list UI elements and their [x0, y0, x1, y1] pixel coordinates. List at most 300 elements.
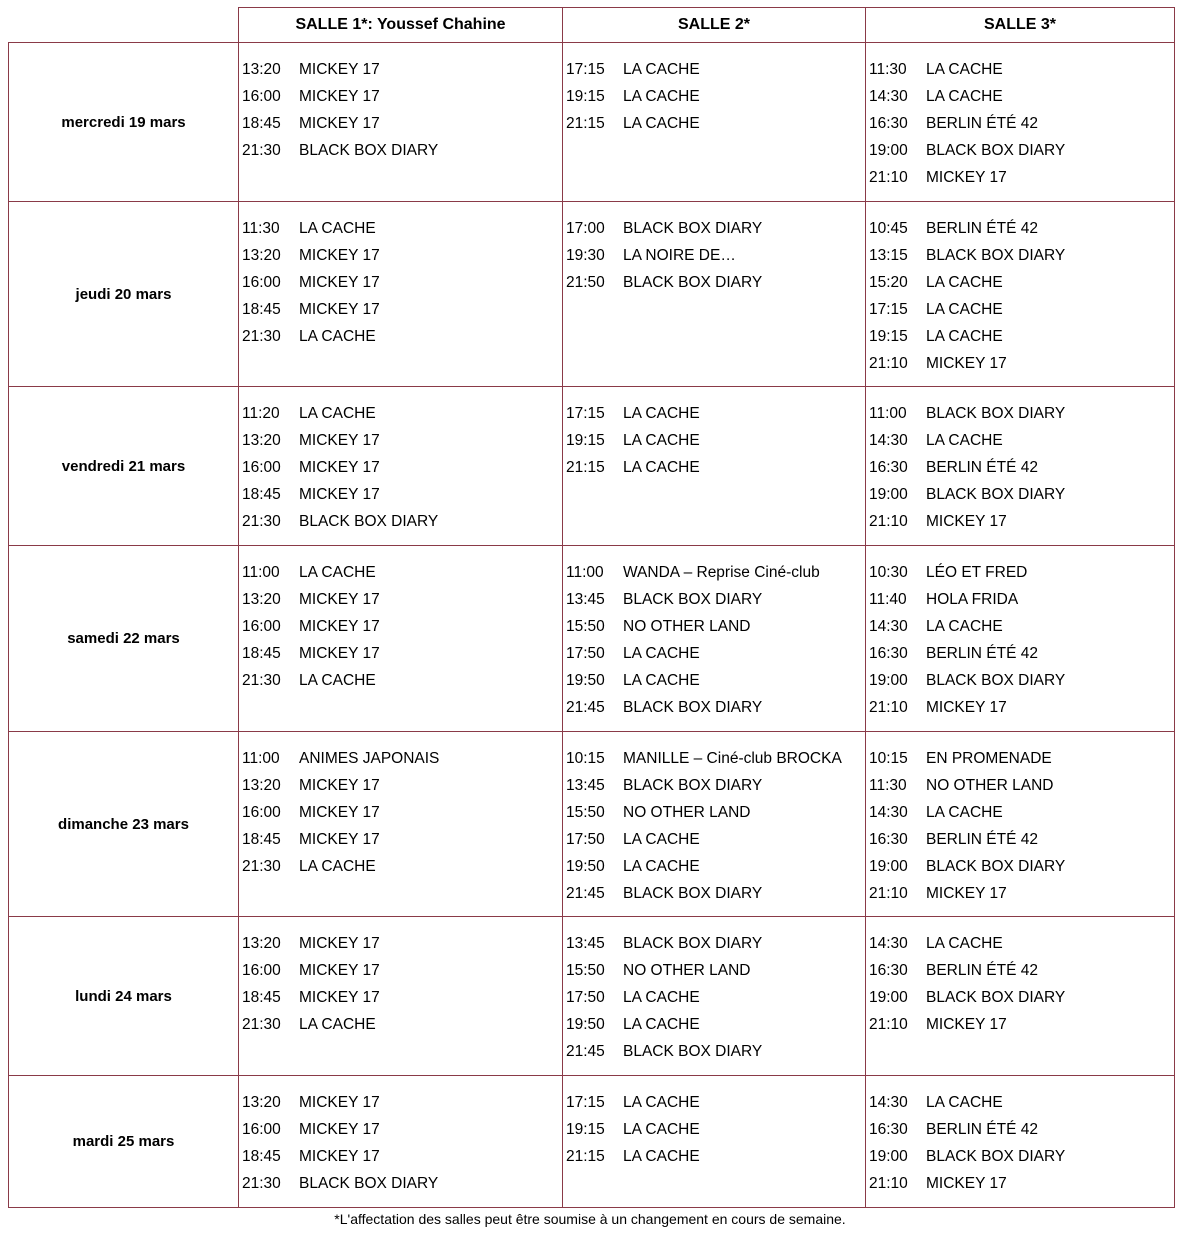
film-title: BERLIN ÉTÉ 42: [926, 459, 1038, 476]
film-title: BLACK BOX DIARY: [926, 405, 1066, 422]
showtime-time: 17:50: [566, 989, 605, 1006]
showtime-time: 16:30: [869, 115, 908, 132]
film-title: MICKEY 17: [299, 61, 380, 78]
showtime-time: 19:50: [566, 672, 605, 689]
showtime-entry: [239, 1116, 562, 1143]
showtime-time: 19:00: [869, 142, 908, 159]
showtime-time: 19:00: [869, 858, 908, 875]
film-title: LÉO ET FRED: [926, 564, 1028, 581]
showtime-time: 19:15: [566, 88, 605, 105]
film-title: BLACK BOX DIARY: [623, 777, 763, 794]
showtime-entry: [866, 559, 1174, 586]
showtime-entry: [866, 694, 1174, 721]
film-title: LA CACHE: [299, 405, 376, 422]
showtime-entry: [866, 586, 1174, 613]
showtime-entry: [239, 481, 562, 508]
showtime-entry: [866, 745, 1174, 772]
showtime-entry: [563, 400, 865, 427]
showtime-entry: [239, 1170, 562, 1197]
film-title: MICKEY 17: [299, 486, 380, 503]
showtime-time: 10:45: [869, 220, 908, 237]
showtime-entry: [866, 1116, 1174, 1143]
film-title: BLACK BOX DIARY: [623, 885, 763, 902]
room-cell-salle-2: [563, 387, 866, 546]
showtime-entry: [563, 559, 865, 586]
showtime-entry: [866, 853, 1174, 880]
film-title: BERLIN ÉTÉ 42: [926, 831, 1038, 848]
showtime-entry: [866, 1011, 1174, 1038]
film-title: MICKEY 17: [299, 1094, 380, 1111]
showtime-entry: [866, 799, 1174, 826]
showtime-time: 16:00: [242, 962, 281, 979]
showtime-entry: [866, 984, 1174, 1011]
film-title: LA CACHE: [926, 432, 1003, 449]
film-title: MICKEY 17: [299, 645, 380, 662]
showtime-time: 17:15: [869, 301, 908, 318]
film-title: BERLIN ÉTÉ 42: [926, 645, 1038, 662]
showtime-entry: [239, 826, 562, 853]
room-cell-salle-2: [563, 732, 866, 917]
showtime-entry: [239, 215, 562, 242]
film-title: NO OTHER LAND: [623, 804, 751, 821]
showtime-entry: [866, 1143, 1174, 1170]
showtime-entry: [239, 1089, 562, 1116]
room-cell-salle-1: [239, 917, 563, 1076]
film-title: MICKEY 17: [299, 247, 380, 264]
day-label: mercredi 19 mars: [9, 43, 239, 202]
showtime-entry: [866, 667, 1174, 694]
film-title: LA CACHE: [926, 328, 1003, 345]
film-title: WANDA – Reprise Ciné-club: [623, 564, 820, 581]
film-title: MICKEY 17: [926, 513, 1007, 530]
showtime-time: 21:10: [869, 885, 908, 902]
showtime-entry: [866, 350, 1174, 377]
showtime-time: 18:45: [242, 486, 281, 503]
showtime-entry: [563, 269, 865, 296]
day-label: lundi 24 mars: [9, 917, 239, 1076]
showtime-entry: [866, 400, 1174, 427]
showtime-entry: [563, 667, 865, 694]
showtime-entry: [239, 984, 562, 1011]
showtime-time: 13:20: [242, 247, 281, 264]
showtime-time: 16:00: [242, 88, 281, 105]
showtime-time: 16:30: [869, 1121, 908, 1138]
showtime-time: 21:10: [869, 513, 908, 530]
room-cell-salle-1: [239, 387, 563, 546]
showtime-entry: [563, 826, 865, 853]
showtime-time: 14:30: [869, 618, 908, 635]
film-title: BLACK BOX DIARY: [926, 858, 1066, 875]
showtime-entry: [563, 427, 865, 454]
day-row: [9, 387, 1175, 546]
film-title: BLACK BOX DIARY: [623, 1043, 763, 1060]
film-title: MICKEY 17: [926, 699, 1007, 716]
showtime-entry: [866, 323, 1174, 350]
film-title: MICKEY 17: [299, 459, 380, 476]
showtime-entry: [563, 454, 865, 481]
showtime-entry: [239, 559, 562, 586]
header-salle-1: SALLE 1*: Youssef Chahine: [239, 8, 563, 43]
showtime-entry: [239, 799, 562, 826]
room-cell-salle-3: [866, 732, 1175, 917]
showtime-time: 16:30: [869, 962, 908, 979]
showtime-time: 16:00: [242, 274, 281, 291]
film-title: LA CACHE: [623, 858, 700, 875]
film-title: MICKEY 17: [299, 962, 380, 979]
showtime-time: 17:50: [566, 645, 605, 662]
day-row: [9, 732, 1175, 917]
film-title: MICKEY 17: [926, 885, 1007, 902]
showtime-entry: [239, 640, 562, 667]
room-cell-salle-2: [563, 202, 866, 387]
film-title: MICKEY 17: [299, 777, 380, 794]
film-title: NO OTHER LAND: [623, 618, 751, 635]
showtime-time: 11:00: [242, 564, 280, 581]
film-title: LA CACHE: [623, 115, 700, 132]
showtime-time: 18:45: [242, 115, 281, 132]
film-title: BLACK BOX DIARY: [926, 142, 1066, 159]
showtime-entry: [866, 481, 1174, 508]
header-row: [9, 8, 1175, 43]
showtime-entry: [563, 745, 865, 772]
showtime-time: 16:30: [869, 645, 908, 662]
film-title: LA CACHE: [299, 1016, 376, 1033]
showtime-time: 11:00: [869, 405, 907, 422]
film-title: MICKEY 17: [926, 355, 1007, 372]
showtime-time: 19:30: [566, 247, 605, 264]
showtime-time: 17:50: [566, 831, 605, 848]
showtime-time: 21:10: [869, 1175, 908, 1192]
showtime-time: 21:10: [869, 169, 908, 186]
showtime-entry: [239, 508, 562, 535]
showtime-time: 18:45: [242, 989, 281, 1006]
showtime-entry: [563, 694, 865, 721]
film-title: LA CACHE: [623, 672, 700, 689]
header-salle-3: SALLE 3*: [866, 8, 1175, 43]
showtime-time: 18:45: [242, 831, 281, 848]
showtime-entry: [866, 83, 1174, 110]
showtime-time: 18:45: [242, 301, 281, 318]
film-title: MICKEY 17: [299, 989, 380, 1006]
showtime-time: 21:30: [242, 1016, 281, 1033]
showtime-time: 11:30: [869, 777, 907, 794]
showtime-time: 14:30: [869, 88, 908, 105]
showtime-entry: [866, 1170, 1174, 1197]
showtime-time: 21:30: [242, 513, 281, 530]
showtime-time: 21:50: [566, 274, 605, 291]
day-row: [9, 546, 1175, 732]
showtime-time: 15:50: [566, 962, 605, 979]
film-title: BERLIN ÉTÉ 42: [926, 220, 1038, 237]
showtime-time: 13:20: [242, 432, 281, 449]
showtime-time: 21:30: [242, 328, 281, 345]
showtime-entry: [563, 1143, 865, 1170]
showtime-entry: [866, 1089, 1174, 1116]
film-title: LA CACHE: [623, 831, 700, 848]
showtime-entry: [563, 853, 865, 880]
showtime-time: 16:00: [242, 459, 281, 476]
showtime-entry: [866, 930, 1174, 957]
film-title: HOLA FRIDA: [926, 591, 1019, 608]
film-title: EN PROMENADE: [926, 750, 1052, 767]
day-label: dimanche 23 mars: [9, 732, 239, 917]
showtime-entry: [563, 930, 865, 957]
footnote: *L'affectation des salles peut être soumise à un changement en cours de semaine.: [334, 1211, 846, 1227]
showtime-entry: [563, 957, 865, 984]
film-title: LA CACHE: [623, 989, 700, 1006]
day-label: vendredi 21 mars: [9, 387, 239, 546]
showtime-time: 19:00: [869, 486, 908, 503]
showtime-entry: [866, 269, 1174, 296]
showtime-time: 19:15: [566, 1121, 605, 1138]
showtime-entry: [239, 930, 562, 957]
room-cell-salle-3: [866, 43, 1175, 202]
room-cell-salle-1: [239, 732, 563, 917]
showtime-time: 11:40: [869, 591, 907, 608]
showtime-time: 21:45: [566, 699, 605, 716]
room-cell-salle-3: [866, 202, 1175, 387]
film-title: MICKEY 17: [299, 804, 380, 821]
film-title: LA CACHE: [299, 220, 376, 237]
day-label: mardi 25 mars: [9, 1076, 239, 1208]
film-title: NO OTHER LAND: [623, 962, 751, 979]
showtime-time: 21:10: [869, 355, 908, 372]
showtime-entry: [563, 1038, 865, 1065]
film-title: LA CACHE: [623, 1148, 700, 1165]
showtime-entry: [239, 772, 562, 799]
day-row: [9, 917, 1175, 1076]
film-title: BLACK BOX DIARY: [299, 142, 439, 159]
showtime-time: 14:30: [869, 1094, 908, 1111]
showtime-entry: [239, 56, 562, 83]
film-title: LA CACHE: [926, 618, 1003, 635]
film-title: LA CACHE: [299, 858, 376, 875]
showtime-entry: [563, 215, 865, 242]
showtime-entry: [866, 296, 1174, 323]
film-title: LA CACHE: [623, 88, 700, 105]
showtime-entry: [563, 242, 865, 269]
showtime-time: 11:30: [242, 220, 280, 237]
showtime-time: 11:00: [242, 750, 280, 767]
film-title: MICKEY 17: [299, 274, 380, 291]
showtime-time: 10:30: [869, 564, 908, 581]
showtime-entry: [239, 110, 562, 137]
showtime-entry: [866, 242, 1174, 269]
film-title: MICKEY 17: [299, 1148, 380, 1165]
showtime-entry: [239, 269, 562, 296]
film-title: LA CACHE: [623, 432, 700, 449]
showtime-time: 13:20: [242, 591, 281, 608]
showtime-time: 21:15: [566, 115, 605, 132]
showtime-entry: [866, 110, 1174, 137]
film-title: BLACK BOX DIARY: [299, 1175, 439, 1192]
showtime-time: 13:45: [566, 935, 605, 952]
showtime-entry: [239, 853, 562, 880]
showtime-entry: [563, 880, 865, 907]
film-title: BLACK BOX DIARY: [623, 699, 763, 716]
room-cell-salle-2: [563, 43, 866, 202]
film-title: MANILLE – Ciné-club BROCKA: [623, 750, 842, 767]
showtime-time: 19:00: [869, 1148, 908, 1165]
showtime-entry: [866, 56, 1174, 83]
film-title: MICKEY 17: [926, 1016, 1007, 1033]
showtime-time: 15:50: [566, 618, 605, 635]
showtime-time: 21:30: [242, 142, 281, 159]
showtime-time: 14:30: [869, 804, 908, 821]
showtime-time: 15:20: [869, 274, 908, 291]
showtime-entry: [563, 56, 865, 83]
film-title: LA CACHE: [926, 935, 1003, 952]
showtime-time: 21:10: [869, 699, 908, 716]
showtime-time: 13:20: [242, 935, 281, 952]
showtime-time: 19:50: [566, 1016, 605, 1033]
showtime-entry: [239, 400, 562, 427]
film-title: MICKEY 17: [299, 831, 380, 848]
showtime-entry: [563, 613, 865, 640]
showtime-entry: [866, 772, 1174, 799]
showtime-time: 13:20: [242, 1094, 281, 1111]
showtime-entry: [866, 454, 1174, 481]
film-title: BLACK BOX DIARY: [623, 220, 763, 237]
showtime-time: 17:15: [566, 1094, 605, 1111]
showtime-time: 11:00: [566, 564, 604, 581]
film-title: MICKEY 17: [299, 115, 380, 132]
day-label: samedi 22 mars: [9, 546, 239, 732]
film-title: LA CACHE: [926, 274, 1003, 291]
showtime-entry: [239, 1011, 562, 1038]
room-cell-salle-1: [239, 546, 563, 732]
showtime-time: 16:00: [242, 804, 281, 821]
film-title: MICKEY 17: [299, 432, 380, 449]
showtime-time: 16:30: [869, 831, 908, 848]
film-title: LA CACHE: [623, 405, 700, 422]
film-title: BERLIN ÉTÉ 42: [926, 1121, 1038, 1138]
film-title: LA CACHE: [926, 1094, 1003, 1111]
showtime-entry: [563, 1116, 865, 1143]
film-title: LA CACHE: [926, 61, 1003, 78]
film-title: LA NOIRE DE…: [623, 247, 736, 264]
showtime-entry: [866, 215, 1174, 242]
showtime-time: 14:30: [869, 935, 908, 952]
film-title: LA CACHE: [623, 645, 700, 662]
showtime-time: 21:45: [566, 1043, 605, 1060]
showtime-time: 17:15: [566, 405, 605, 422]
room-cell-salle-1: [239, 202, 563, 387]
film-title: BLACK BOX DIARY: [926, 1148, 1066, 1165]
film-title: BLACK BOX DIARY: [299, 513, 439, 530]
showtime-time: 21:30: [242, 672, 281, 689]
film-title: MICKEY 17: [299, 935, 380, 952]
film-title: LA CACHE: [926, 301, 1003, 318]
showtime-entry: [239, 323, 562, 350]
showtime-time: 21:45: [566, 885, 605, 902]
film-title: LA CACHE: [299, 328, 376, 345]
showtime-time: 13:15: [869, 247, 908, 264]
showtime-time: 18:45: [242, 1148, 281, 1165]
room-cell-salle-3: [866, 546, 1175, 732]
film-title: LA CACHE: [926, 88, 1003, 105]
film-title: BERLIN ÉTÉ 42: [926, 962, 1038, 979]
film-title: NO OTHER LAND: [926, 777, 1054, 794]
showtime-entry: [239, 296, 562, 323]
showtime-entry: [563, 640, 865, 667]
showtime-time: 13:20: [242, 777, 281, 794]
day-row: [9, 202, 1175, 387]
film-title: LA CACHE: [926, 804, 1003, 821]
showtime-time: 11:20: [242, 405, 280, 422]
showtime-entry: [239, 667, 562, 694]
showtime-entry: [563, 799, 865, 826]
film-title: LA CACHE: [299, 564, 376, 581]
film-title: LA CACHE: [623, 61, 700, 78]
room-cell-salle-2: [563, 917, 866, 1076]
showtime-entry: [866, 427, 1174, 454]
showtime-time: 21:15: [566, 1148, 605, 1165]
showtime-entry: [866, 826, 1174, 853]
film-title: BLACK BOX DIARY: [926, 247, 1066, 264]
showtime-time: 14:30: [869, 432, 908, 449]
day-row: [9, 1076, 1175, 1208]
showtime-entry: [563, 772, 865, 799]
showtime-entry: [563, 1089, 865, 1116]
showtime-entry: [563, 984, 865, 1011]
showtime-time: 13:45: [566, 591, 605, 608]
header-corner: [9, 8, 239, 43]
film-title: BLACK BOX DIARY: [623, 274, 763, 291]
showtime-entry: [239, 957, 562, 984]
showtime-time: 21:10: [869, 1016, 908, 1033]
film-title: MICKEY 17: [299, 88, 380, 105]
showtime-entry: [866, 880, 1174, 907]
schedule-table: [8, 7, 1175, 1208]
showtime-time: 16:30: [869, 459, 908, 476]
showtime-entry: [866, 164, 1174, 191]
film-title: LA CACHE: [623, 1016, 700, 1033]
film-title: BLACK BOX DIARY: [926, 989, 1066, 1006]
film-title: MICKEY 17: [299, 301, 380, 318]
showtime-time: 19:50: [566, 858, 605, 875]
showtime-entry: [563, 83, 865, 110]
showtime-entry: [866, 137, 1174, 164]
showtime-time: 16:00: [242, 618, 281, 635]
showtime-entry: [563, 1011, 865, 1038]
showtime-entry: [239, 242, 562, 269]
room-cell-salle-3: [866, 917, 1175, 1076]
film-title: MICKEY 17: [299, 1121, 380, 1138]
showtime-time: 17:15: [566, 61, 605, 78]
showtime-time: 21:15: [566, 459, 605, 476]
film-title: LA CACHE: [299, 672, 376, 689]
film-title: LA CACHE: [623, 459, 700, 476]
showtime-entry: [239, 745, 562, 772]
showtime-entry: [563, 586, 865, 613]
showtime-time: 21:30: [242, 1175, 281, 1192]
showtime-time: 19:15: [869, 328, 908, 345]
showtime-time: 13:20: [242, 61, 281, 78]
film-title: MICKEY 17: [926, 169, 1007, 186]
day-label: jeudi 20 mars: [9, 202, 239, 387]
header-salle-2: SALLE 2*: [563, 8, 866, 43]
room-cell-salle-3: [866, 1076, 1175, 1208]
film-title: ANIMES JAPONAIS: [299, 750, 440, 767]
film-title: BLACK BOX DIARY: [926, 672, 1066, 689]
room-cell-salle-2: [563, 546, 866, 732]
room-cell-salle-1: [239, 43, 563, 202]
showtime-time: 10:15: [566, 750, 605, 767]
showtime-time: 10:15: [869, 750, 908, 767]
film-title: MICKEY 17: [299, 591, 380, 608]
showtime-time: 19:00: [869, 672, 908, 689]
